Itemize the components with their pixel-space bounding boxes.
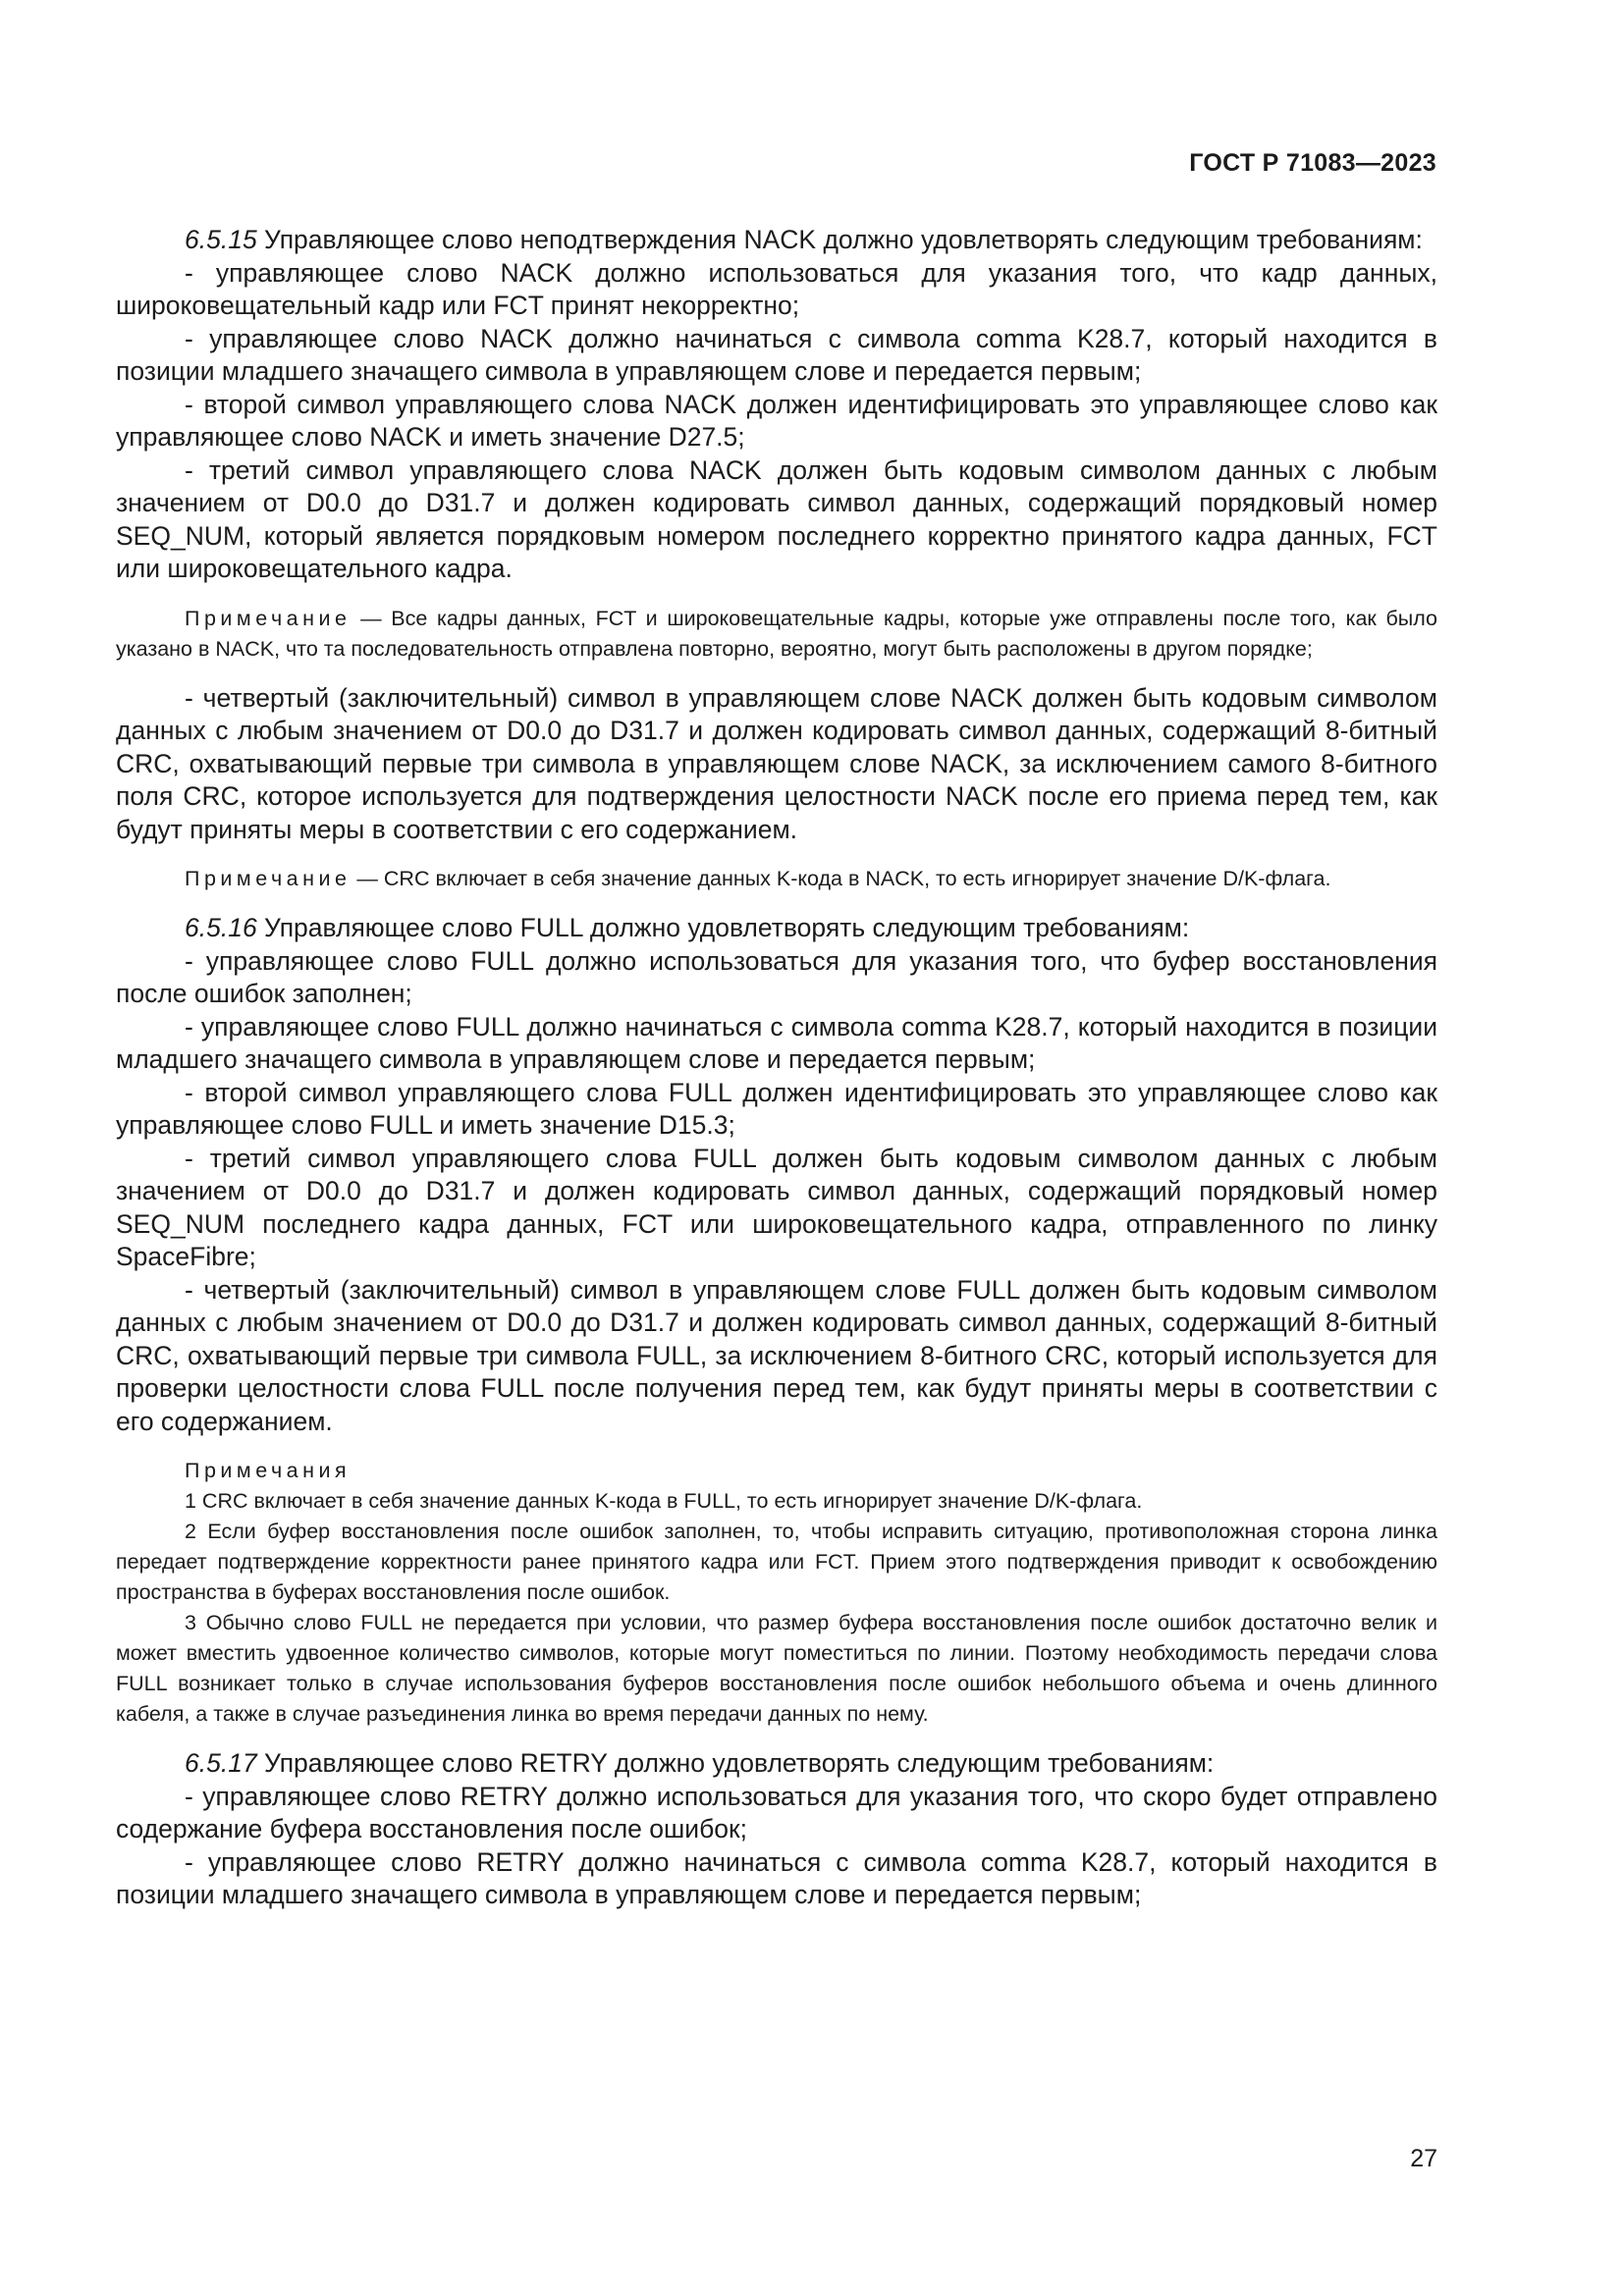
note-label: Примечание: [185, 606, 352, 630]
section-intro-text: Управляющее слово FULL должно удовлетворять следующим требованиям:: [256, 913, 1190, 942]
notes-title: Примечания: [185, 1459, 352, 1482]
note: 2 Если буфер восстановления после ошибок заполнен, то, чтобы исправить ситуацию, противоположная сторона линка передает подтверждение корректности ранее принятого кадра или FCT. Прием этого подтверждения приводит к освобождению пространства в буферах восстановления после ошибок.: [116, 1520, 1437, 1604]
section-6-5-15-intro: [116, 224, 1437, 257]
list-item: - четвертый (заключительный) символ в управляющем слове NACK должен быть кодовым символом данных с любым значением от D0.0 до D31.7 и должен кодировать символ данных, содержащий 8-битный CRC, охватывающий первые три символа в управляющем слове NACK, за исключением самого 8-битного поля CRC, которое используется для подтверждения целостности NACK после его приема перед тем, как будут приняты меры в соответствии с его содержанием.: [116, 682, 1437, 844]
list-item: - управляющее слово FULL должно начинаться с символа comma K28.7, который находится в позиции младшего значащего символа в управляющем слове и передается первым;: [116, 1011, 1437, 1074]
note-label: Примечание: [185, 867, 352, 890]
page-number: 27: [1410, 2145, 1437, 2172]
note: [116, 604, 1437, 665]
note-text: — CRC включает в себя значение данных K-кода в NACK, то есть игнорирует значение D/K-флага.: [351, 867, 1331, 890]
note: 3 Обычно слово FULL не передается при условии, что размер буфера восстановления после ошибок достаточно велик и может вместить удвоенное количество символов, которые могут поместиться по линии. Поэтому необходимость передачи слова FULL возникает только в случае использования буферов восстановления после ошибок небольшого объема и очень длинного кабеля, а также в случае разъединения линка во время передачи данных по нему.: [116, 1611, 1437, 1726]
note: 1 CRC включает в себя значение данных K-кода в FULL, то есть игнорирует значение D/K-флага.: [185, 1489, 1143, 1513]
list-item: - управляющее слово NACK должно начинаться с символа comma K28.7, который находится в позиции младшего значащего символа в управляющем слове и передается первым;: [116, 323, 1437, 386]
list-item: - второй символ управляющего слова FULL должен идентифицировать это управляющее слово как управляющее слово FULL и иметь значение D15.3;: [116, 1077, 1437, 1140]
list-item: - управляющее слово FULL должно использоваться для указания того, что буфер восстановления после ошибок заполнен;: [116, 945, 1437, 1008]
section-intro-text: Управляющее слово RETRY должно удовлетворять следующим требованиям:: [256, 1748, 1215, 1778]
section-number: 6.5.16: [185, 913, 257, 942]
section-6-5-16-intro: [116, 912, 1437, 945]
list-item: - третий символ управляющего слова NACK должен быть кодовым символом данных с любым значением от D0.0 до D31.7 и должен кодировать символ данных, содержащий порядковый номер SEQ_NUM, который является порядковым номером последнего корректно принятого кадра данных, FCT или широковещательного кадра.: [116, 454, 1437, 583]
list-item: - управляющее слово NACK должно использоваться для указания того, что кадр данных, широковещательный кадр или FCT принят некорректно;: [116, 257, 1437, 320]
section-6-5-17-intro: [116, 1747, 1437, 1781]
note: [116, 864, 1437, 894]
list-item: - третий символ управляющего слова FULL должен быть кодовым символом данных с любым значением от D0.0 до D31.7 и должен кодировать символ данных, содержащий порядковый номер SEQ_NUM последнего кадра данных, FCT или широковещательного кадра, отправленного по линку SpaceFibre;: [116, 1143, 1437, 1271]
list-item: - второй символ управляющего слова NACK должен идентифицировать это управляющее слово как управляющее слово NACK и иметь значение D27.5;: [116, 389, 1437, 452]
section-number: 6.5.17: [185, 1748, 257, 1778]
page-header: ГОСТ Р 71083—2023: [1189, 149, 1436, 177]
section-intro-text: Управляющее слово неподтверждения NACK должно удовлетворять следующим требованиям:: [256, 225, 1423, 254]
document-body: [116, 224, 1437, 1912]
list-item: - управляющее слово RETRY должно начинаться с символа comma K28.7, который находится в позиции младшего значащего символа в управляющем слове и передается первым;: [116, 1846, 1437, 1909]
list-item: - четвертый (заключительный) символ в управляющем слове FULL должен быть кодовым символом данных с любым значением от D0.0 до D31.7 и должен кодировать символ данных, содержащий 8-битный CRC, охватывающий первые три символа FULL, за исключением 8-битного CRC, который используется для проверки целостности слова FULL после получения перед тем, как будут приняты меры в соответствии с его содержанием.: [116, 1274, 1437, 1436]
section-number: 6.5.15: [185, 225, 257, 254]
list-item: - управляющее слово RETRY должно использоваться для указания того, что скоро будет отправлено содержание буфера восстановления после ошибок;: [116, 1781, 1437, 1843]
note-text: — Все кадры данных, FCT и широковещательные кадры, которые уже отправлены после того, как было указано в NACK, что та последовательность отправлена повторно, вероятно, могут быть расположены в другом порядке;: [116, 606, 1437, 661]
